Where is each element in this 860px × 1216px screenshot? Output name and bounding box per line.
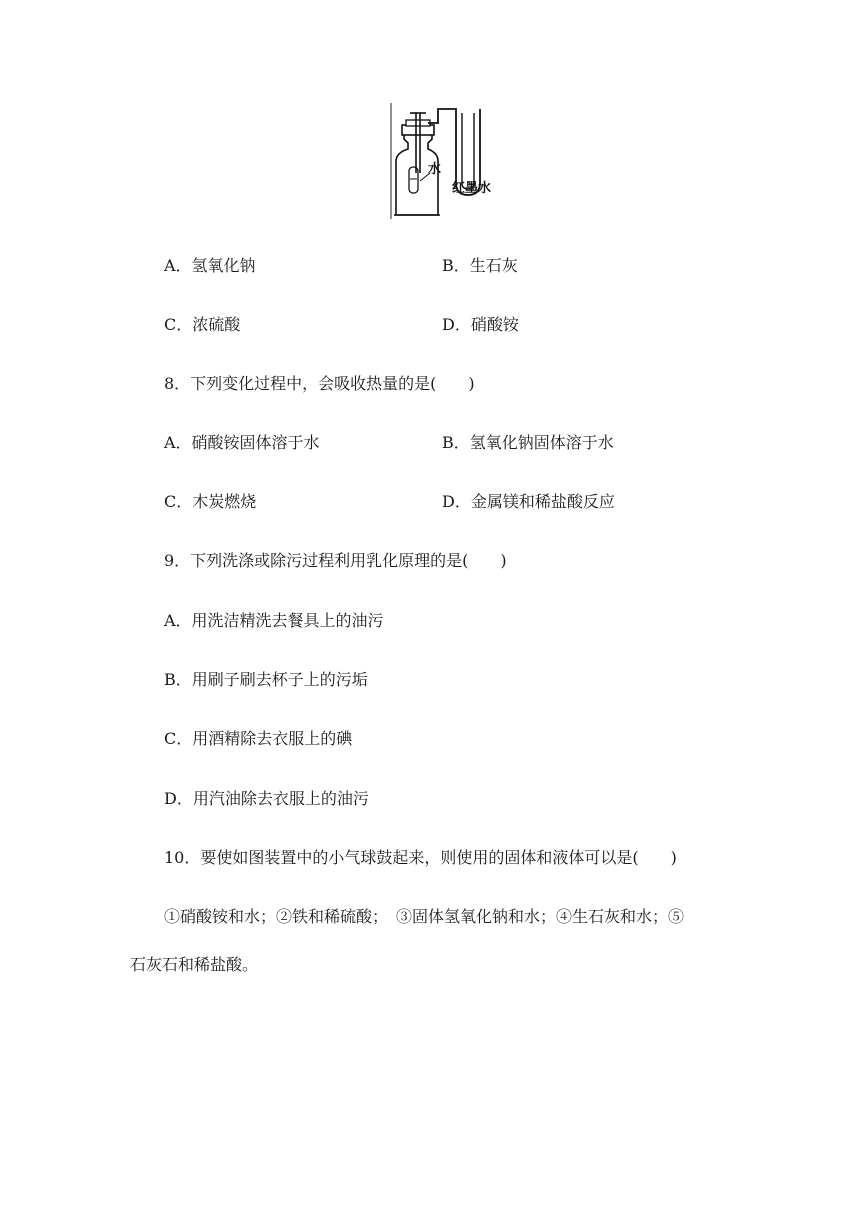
q7-option-d: D．硝酸铵 (442, 315, 519, 334)
q9-option-a: A．用洗洁精洗去餐具上的油污 (164, 611, 384, 630)
apparatus-figure (390, 103, 502, 219)
q8-option-a: A．硝酸铵固体溶于水 (164, 433, 320, 452)
q10-body-line2: 石灰石和稀盐酸。 (130, 955, 259, 974)
q9-stem: 9．下列洗涤或除污过程利用乳化原理的是( ) (164, 551, 507, 570)
q7-option-a: A．氢氧化钠 (164, 256, 256, 275)
q8-option-b: B．氢氧化钠固体溶于水 (442, 433, 614, 452)
q8-stem: 8．下列变化过程中，会吸收热量的是( ) (164, 374, 475, 393)
q9-option-d: D．用汽油除去衣服上的油污 (164, 789, 369, 808)
q7-option-c: C．浓硫酸 (164, 315, 241, 334)
q10-stem: 10．要使如图装置中的小气球鼓起来，则使用的固体和液体可以是( ) (164, 848, 677, 867)
q9-option-c: C．用酒精除去衣服上的碘 (164, 729, 353, 748)
red-ink-label: 红墨水 (452, 181, 492, 196)
q7-option-b: B．生石灰 (442, 256, 518, 275)
q10-body-line1: ①硝酸铵和水；②铁和稀硫酸； ③固体氢氧化钠和水；④生石灰和水；⑤ (164, 907, 685, 926)
q9-option-b: B．用刷子刷去杯子上的污垢 (164, 670, 368, 689)
water-label: 水 (428, 162, 442, 177)
q8-option-c: C．木炭燃烧 (164, 492, 257, 511)
q8-option-d: D．金属镁和稀盐酸反应 (442, 492, 615, 511)
